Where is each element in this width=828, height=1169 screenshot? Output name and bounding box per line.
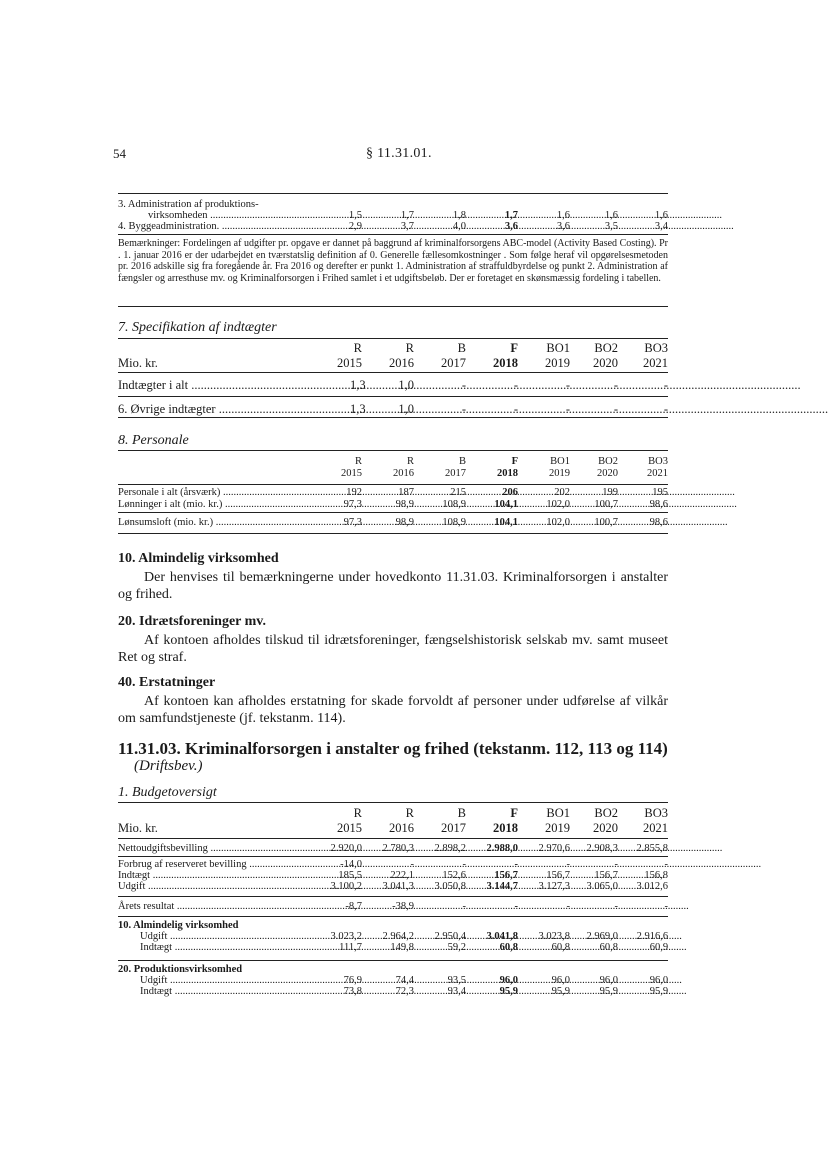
page-number: 54 — [113, 146, 126, 161]
row-label: Indtægt — [140, 986, 173, 997]
cell-b2017: - — [461, 401, 466, 416]
cell-b2017: 93,4 — [447, 986, 466, 997]
cell-r2016: 187 — [398, 486, 414, 498]
group-title: 10. Almindelig virksomhed — [118, 920, 239, 931]
cell-r2016: 98,9 — [395, 516, 414, 528]
cell-bo3-2021: 96,0 — [649, 975, 669, 986]
cell-f2018: 2.988,0 — [486, 842, 518, 854]
cell-bo2-2020: - — [614, 900, 618, 912]
cell-f2018: 60,8 — [499, 942, 518, 953]
group-title: 20. Produktionsvirksomhed — [118, 964, 243, 975]
section-title: 7. Specifikation af indtægter — [118, 320, 277, 335]
subsection-text: Af kontoen afholdes tilskud til idrætsforeninger, fængselshistorisk selskab mv. samt museet Ret og straf. — [118, 633, 668, 665]
cell-r2015: 1,3 — [350, 377, 366, 392]
section-title: 8. Personale — [118, 433, 189, 448]
table-row — [118, 498, 668, 510]
cell-f2018: - — [514, 900, 518, 912]
rule — [118, 484, 668, 485]
cell-bo1-2019: 3,6 — [556, 221, 570, 232]
cell-bo2-2020: - — [614, 859, 618, 870]
col-year: 2020 — [597, 468, 618, 479]
rule — [118, 306, 668, 307]
table-row — [118, 516, 668, 528]
cell-bo2-2020: 95,9 — [599, 986, 618, 997]
table-row — [118, 842, 668, 854]
cell-bo2-2020: 3.065,0 — [586, 881, 618, 892]
personnel-table — [118, 455, 668, 480]
budget-overview-header — [118, 806, 668, 836]
row-label: Indtægt — [140, 942, 173, 953]
section-title: 1. Budgetoversigt — [118, 785, 217, 800]
cell-b2017: 93,5 — [447, 975, 466, 986]
cell-bo2-2020: 100,7 — [594, 516, 618, 528]
cell-bo2-2020: 3,5 — [604, 221, 618, 232]
col-header: BO1 — [546, 806, 570, 820]
table-row — [118, 942, 668, 953]
col-header: F — [510, 341, 518, 355]
cell-r2016: 222,1 — [390, 870, 414, 881]
col-header: R — [353, 341, 362, 355]
cell-bo3-2021: 3,4 — [654, 221, 668, 232]
cell-r2015: 2,9 — [348, 221, 362, 232]
rule — [118, 802, 668, 803]
cell-r2015: 73,8 — [343, 986, 362, 997]
unit-label: Mio. kr. — [118, 821, 158, 835]
rule — [118, 512, 668, 513]
rule — [118, 338, 668, 339]
cell-r2015: 1,5 — [348, 210, 362, 221]
table-row — [118, 199, 668, 210]
row-label: Forbrug af reserveret bevilling — [118, 859, 247, 870]
cell-bo1-2019: 3.127,3 — [538, 881, 570, 892]
cell-b2017: 2.950,4 — [434, 931, 466, 942]
personnel-rows — [118, 486, 668, 510]
cell-b2017: 108,9 — [442, 516, 466, 528]
cell-f2018: 95,9 — [499, 986, 518, 997]
cell-bo1-2019: 2.970,6 — [538, 842, 570, 854]
cell-f2018: - — [513, 377, 518, 392]
cell-b2017: 2.898,2 — [434, 842, 466, 854]
cell-r2015: 2.920,0 — [330, 842, 362, 854]
table-row — [118, 931, 668, 942]
cell-bo1-2019: - — [565, 401, 570, 416]
col-header: R — [405, 806, 414, 820]
cell-bo3-2021: 156,8 — [644, 870, 668, 881]
cell-r2015: 76,9 — [343, 975, 362, 986]
cell-bo3-2021: 60,9 — [649, 942, 669, 953]
col-year: 2021 — [647, 468, 668, 479]
subsection-heading: 40. Erstatninger — [118, 675, 216, 690]
cell-r2016: 1,7 — [400, 210, 414, 221]
cell-f2018: 156,7 — [494, 870, 518, 881]
cell-bo3-2021: 1,6 — [654, 210, 668, 221]
income-specification-table — [118, 341, 668, 371]
cell-r2016: 74,4 — [395, 975, 414, 986]
col-header: BO2 — [594, 806, 618, 820]
table-row — [118, 221, 668, 232]
table-row — [118, 210, 668, 221]
remarks-text: Bemærkninger: Fordelingen af udgifter pr. opgave er dannet på baggrund af kriminalforsorgens ABC-model (Activity Based Costing). Pr . 1. januar 2016 er der udarbejdet en tværstatslig definition af 0. Generelle fællesomkostninger . Som følge heraf vil opgørelsesmetoden pr. 2016 adskille sig fra foregående år. Fra 2016 og derefter er punkt 1. Administration af straffuldbyrdelse og punkt 2. Administration af fængsler og arresthuse mv. og Kriminalforsorgen i Frihed samlet i et udgiftsbeløb. Der er foretaget en skønsmæssig fordeling i tabellen. — [118, 238, 668, 284]
cell-bo1-2019: 102,0 — [546, 516, 570, 528]
subsection-heading: 10. Almindelig virksomhed — [118, 551, 279, 566]
cell-bo1-2019: 102,0 — [546, 498, 570, 510]
cell-bo3-2021: 3.012,6 — [636, 881, 668, 892]
row-label: Lønninger i alt (mio. kr.) — [118, 498, 223, 510]
cell-b2017: 1,8 — [452, 210, 466, 221]
col-header: BO3 — [644, 806, 668, 820]
account-subheading: (Driftsbev.) — [134, 758, 203, 774]
account-heading: 11.31.03. Kriminalforsorgen i anstalter og frihed (tekstanm. 112, 113 og 114) — [118, 739, 668, 758]
cell-f2018: 206 — [502, 486, 518, 498]
table-row — [118, 486, 668, 498]
cell-b2017: 4,0 — [452, 221, 466, 232]
row-label: Nettoudgiftsbevilling — [118, 842, 208, 854]
continuation-table — [118, 199, 668, 232]
row-label: 6. Øvrige indtægter — [118, 401, 216, 416]
cell-f2018: 1,7 — [504, 210, 518, 221]
cell-bo3-2021: 195 — [652, 486, 668, 498]
col-header: F — [511, 455, 518, 467]
cell-f2018: 96,0 — [499, 975, 518, 986]
table-row — [118, 859, 668, 870]
col-header: B — [458, 455, 466, 467]
cell-b2017: 3.050,8 — [434, 881, 466, 892]
cell-bo2-2020: 60,8 — [599, 942, 618, 953]
cell-bo1-2019: 96,0 — [551, 975, 570, 986]
cell-bo3-2021: 98,6 — [649, 516, 668, 528]
rule — [118, 234, 668, 235]
table-row — [118, 900, 668, 912]
cell-r2016: 2.964,2 — [382, 931, 414, 942]
row-label: 3. Administration af produktions- — [118, 199, 259, 210]
cell-r2016: 3,7 — [400, 221, 414, 232]
cell-r2016: 149,8 — [390, 942, 414, 953]
col-header: R — [353, 806, 362, 820]
row-label: Udgift — [140, 975, 168, 986]
cell-r2015: 192 — [346, 486, 362, 498]
cell-f2018: - — [514, 859, 518, 870]
cell-b2017: 108,9 — [442, 498, 466, 510]
rule — [118, 916, 668, 917]
cell-bo1-2019: - — [566, 859, 570, 870]
cell-bo1-2019: 60,8 — [551, 942, 570, 953]
cell-r2015: -14,0 — [340, 859, 362, 870]
col-header: BO1 — [546, 341, 570, 355]
col-header: R — [406, 455, 414, 467]
cell-f2018: 3.041,8 — [486, 931, 518, 942]
col-year: 2015 — [341, 468, 362, 479]
subsection-heading: 20. Idrætsforeninger mv. — [118, 614, 267, 629]
section-reference: § 11.31.01. — [366, 146, 432, 161]
cell-r2015: 3.023,2 — [330, 931, 362, 942]
budget-group-20 — [118, 964, 668, 997]
cell-bo1-2019: - — [566, 900, 570, 912]
table-row — [118, 377, 668, 393]
subsection-text: Der henvises til bemærkningerne under hovedkonto 11.31.03. Kriminalforsorgen i anstalter og frihed. — [118, 570, 668, 602]
col-year: 2020 — [593, 821, 618, 835]
row-label: virksomheden — [148, 210, 208, 221]
cell-bo3-2021: 2.916,6 — [636, 931, 669, 942]
cell-bo2-2020: - — [613, 377, 618, 392]
col-header: R — [405, 341, 414, 355]
row-label: Indtægt — [118, 870, 151, 881]
cell-b2017: 215 — [450, 486, 466, 498]
cell-f2018: 104,1 — [494, 516, 518, 528]
cell-bo3-2021: - — [663, 401, 668, 416]
cell-f2018: 3.144,7 — [486, 881, 518, 892]
col-year: 2020 — [593, 356, 618, 370]
col-year: 2015 — [337, 821, 362, 835]
cell-f2018: 104,1 — [494, 498, 518, 510]
col-header: R — [354, 455, 362, 467]
rule — [118, 372, 668, 373]
rule — [118, 396, 668, 397]
cell-b2017: - — [462, 859, 466, 870]
cell-r2015: 3.100,2 — [330, 881, 362, 892]
col-header: BO3 — [644, 341, 668, 355]
rule — [118, 450, 668, 451]
cell-bo2-2020: 96,0 — [599, 975, 618, 986]
col-year: 2021 — [643, 356, 668, 370]
col-year: 2018 — [497, 468, 518, 479]
unit-label: Mio. kr. — [118, 356, 158, 370]
row-label: Årets resultat — [118, 900, 175, 912]
cell-bo3-2021: - — [664, 859, 668, 870]
budget-netto-row — [118, 842, 668, 854]
col-year: 2019 — [545, 356, 570, 370]
cell-bo3-2021: - — [663, 377, 668, 392]
cell-b2017: 152,6 — [442, 870, 466, 881]
cell-r2016: 98,9 — [395, 498, 414, 510]
cell-bo2-2020: 2.908,3 — [586, 842, 618, 854]
col-header: BO2 — [598, 455, 618, 467]
budget-result-row — [118, 900, 668, 912]
row-label: Lønsumsloft (mio. kr.) — [118, 516, 214, 528]
col-year: 2019 — [549, 468, 570, 479]
col-year: 2016 — [393, 468, 414, 479]
budget-group-a — [118, 859, 668, 892]
cell-bo2-2020: 1,6 — [604, 210, 618, 221]
cell-bo3-2021: 98,6 — [649, 498, 668, 510]
cell-r2015: 185,5 — [338, 870, 362, 881]
cell-bo2-2020: 199 — [602, 486, 618, 498]
row-label: Personale i alt (årsværk) — [118, 486, 221, 498]
col-year: 2017 — [441, 821, 466, 835]
col-header: BO1 — [550, 455, 570, 467]
cell-r2016: 72,3 — [395, 986, 414, 997]
table-row — [118, 986, 668, 997]
table-row — [118, 975, 668, 986]
cell-bo3-2021: 95,9 — [649, 986, 669, 997]
col-year: 2016 — [389, 821, 414, 835]
subsection-text: Af kontoen kan afholdes erstatning for skade forvoldt af personer under udførelse af vilkår om samfundstjeneste (jf. tekstanm. 114). — [118, 694, 668, 726]
col-year: 2021 — [643, 821, 668, 835]
row-label: Udgift — [118, 881, 146, 892]
rule — [118, 838, 668, 839]
cell-b2017: 59,2 — [447, 942, 466, 953]
cell-r2015: 111,7 — [339, 942, 362, 953]
cell-r2016: 3.041,3 — [382, 881, 414, 892]
cell-bo1-2019: 156,7 — [546, 870, 570, 881]
cell-r2015: 97,3 — [343, 516, 362, 528]
cell-r2015: 1,3 — [350, 401, 366, 416]
row-label: Udgift — [140, 931, 168, 942]
col-year: 2017 — [441, 356, 466, 370]
budget-group-10 — [118, 920, 668, 953]
cell-b2017: - — [461, 377, 466, 392]
row-label: 4. Byggeadministration. — [118, 221, 220, 232]
col-year: 2015 — [337, 356, 362, 370]
cell-bo2-2020: 100,7 — [594, 498, 618, 510]
table-row — [118, 881, 668, 892]
cell-f2018: 3,6 — [504, 221, 518, 232]
cell-bo1-2019: 1,6 — [556, 210, 570, 221]
col-header: BO2 — [594, 341, 618, 355]
income-specification-rows — [118, 377, 668, 393]
cell-bo3-2021: - — [664, 900, 668, 912]
rule — [118, 856, 668, 857]
cell-bo1-2019: - — [565, 377, 570, 392]
row-label: Indtægter i alt — [118, 377, 189, 392]
cell-bo2-2020: 156,7 — [594, 870, 618, 881]
col-header: BO3 — [648, 455, 668, 467]
rule — [118, 533, 668, 534]
rule — [118, 417, 668, 418]
rule — [118, 896, 668, 897]
col-year: 2017 — [445, 468, 466, 479]
col-year: 2016 — [389, 356, 414, 370]
cell-f2018: - — [513, 401, 518, 416]
cell-bo2-2020: 2.969,0 — [586, 931, 618, 942]
cell-bo1-2019: 3.023,8 — [538, 931, 570, 942]
cell-b2017: - — [462, 900, 466, 912]
cell-r2016: -38,9 — [392, 900, 414, 912]
cell-r2015: 97,3 — [343, 498, 362, 510]
table-row — [118, 870, 668, 881]
col-year: 2019 — [545, 821, 570, 835]
cell-r2016: 1,0 — [398, 377, 414, 392]
cell-bo1-2019: 95,9 — [551, 986, 570, 997]
cell-r2016: - — [410, 859, 414, 870]
col-header: B — [457, 806, 466, 820]
personnel-rows — [118, 516, 668, 528]
col-header: F — [510, 806, 518, 820]
cell-r2016: 1,0 — [398, 401, 414, 416]
cell-bo1-2019: 202 — [554, 486, 570, 498]
cell-bo3-2021: 2.855,8 — [636, 842, 668, 854]
table-row — [118, 401, 668, 417]
cell-r2016: 2.780,3 — [382, 842, 414, 854]
top-rule — [118, 193, 668, 194]
col-year: 2018 — [493, 821, 518, 835]
col-year: 2018 — [493, 356, 518, 370]
cell-r2015: -8,7 — [345, 900, 362, 912]
rule — [118, 960, 668, 961]
col-header: B — [457, 341, 466, 355]
cell-bo2-2020: - — [613, 401, 618, 416]
income-specification-rows — [118, 401, 668, 417]
